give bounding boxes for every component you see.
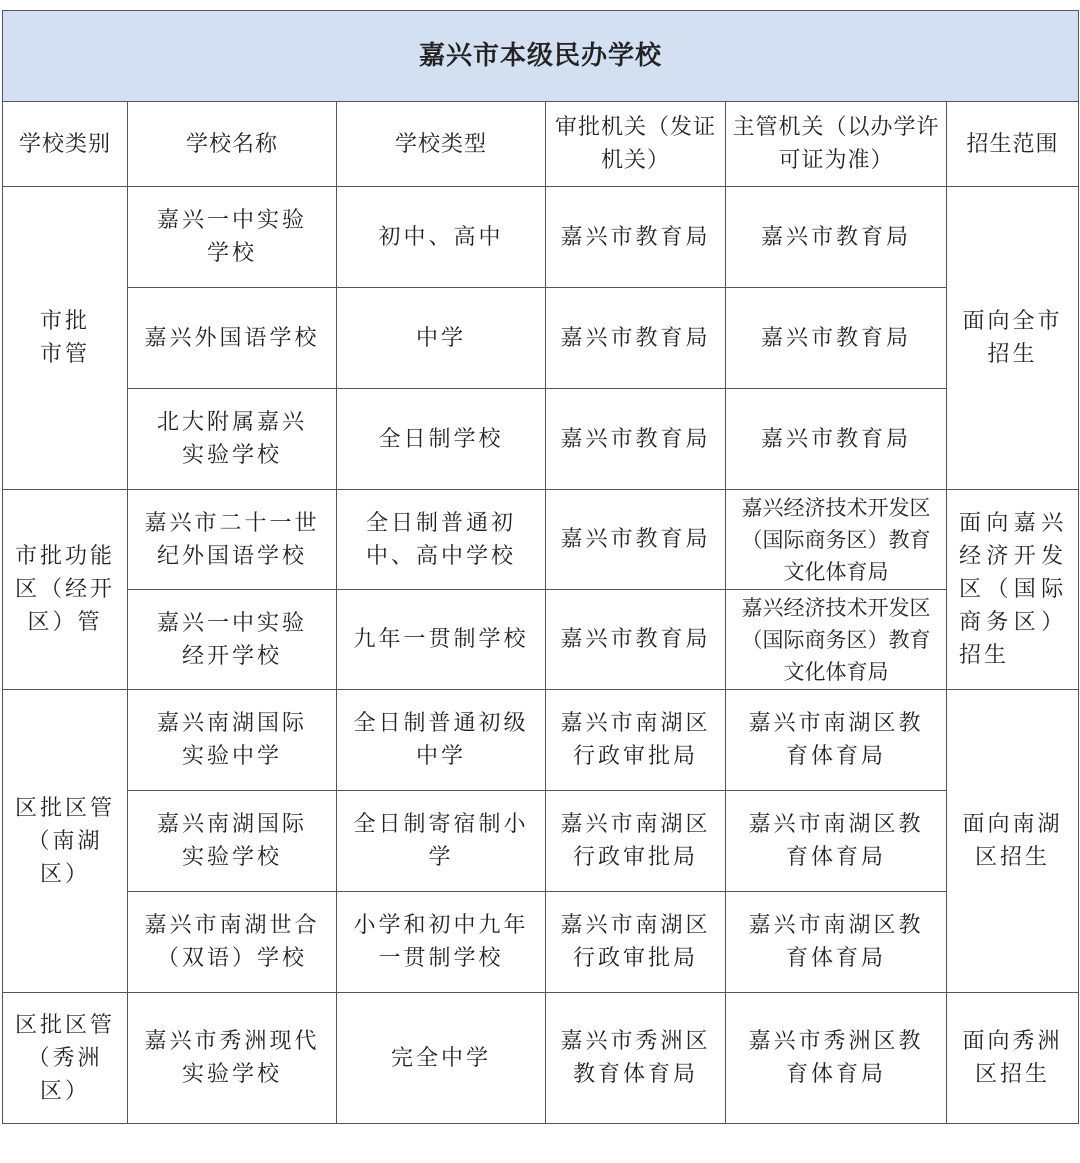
supervisor-cell: 嘉兴市南湖区教育体育局 xyxy=(726,690,947,791)
supervisor-cell: 嘉兴市教育局 xyxy=(726,187,947,288)
table-row xyxy=(3,993,1079,1124)
school-name-cell: 嘉兴外国语学校 xyxy=(128,288,337,389)
school-type-cell: 中学 xyxy=(337,288,546,389)
header-approver: 审批机关（发证机关） xyxy=(546,102,726,187)
header-row xyxy=(3,102,1079,187)
approver-cell: 嘉兴市教育局 xyxy=(546,187,726,288)
supervisor-cell: 嘉兴市教育局 xyxy=(726,389,947,490)
header-supervisor: 主管机关（以办学许可证为准） xyxy=(726,102,947,187)
school-name-cell: 嘉兴市秀洲现代实验学校 xyxy=(128,993,337,1124)
school-type-cell: 小学和初中九年一贯制学校 xyxy=(337,892,546,993)
scope-cell: 面向全市招生 xyxy=(947,187,1079,490)
school-name-cell: 嘉兴一中实验学校 xyxy=(128,187,337,288)
supervisor-cell: 嘉兴市南湖区教育体育局 xyxy=(726,791,947,892)
category-cell: 区批区管（秀洲区） xyxy=(3,993,128,1124)
school-type-cell: 初中、高中 xyxy=(337,187,546,288)
header-name: 学校名称 xyxy=(128,102,337,187)
approver-cell: 嘉兴市南湖区行政审批局 xyxy=(546,791,726,892)
approver-cell: 嘉兴市秀洲区教育体育局 xyxy=(546,993,726,1124)
table-row xyxy=(3,690,1079,791)
document xyxy=(2,10,1078,1124)
school-type-cell: 九年一贯制学校 xyxy=(337,590,546,690)
school-type-cell: 全日制学校 xyxy=(337,389,546,490)
supervisor-cell: 嘉兴经济技术开发区（国际商务区）教育文化体育局 xyxy=(726,590,947,690)
approver-cell: 嘉兴市南湖区行政审批局 xyxy=(546,892,726,993)
category-cell: 市批功能区（经开区）管 xyxy=(3,490,128,690)
school-name-cell: 嘉兴南湖国际实验学校 xyxy=(128,791,337,892)
table-row xyxy=(3,791,1079,892)
table-row xyxy=(3,892,1079,993)
school-name-cell: 嘉兴市二十一世纪外国语学校 xyxy=(128,490,337,590)
scope-cell: 面向南湖区招生 xyxy=(947,690,1079,993)
school-name-cell: 嘉兴市南湖世合（双语）学校 xyxy=(128,892,337,993)
approver-cell: 嘉兴市教育局 xyxy=(546,490,726,590)
school-name-cell: 嘉兴一中实验经开学校 xyxy=(128,590,337,690)
category-cell: 区批区管（南湖区） xyxy=(3,690,128,993)
scope-cell: 面向嘉兴经济开发区（国际商务区）招生 xyxy=(947,490,1079,690)
table-row xyxy=(3,490,1079,590)
approver-cell: 嘉兴市教育局 xyxy=(546,389,726,490)
title-row xyxy=(3,11,1079,102)
approver-cell: 嘉兴市教育局 xyxy=(546,590,726,690)
header-type: 学校类型 xyxy=(337,102,546,187)
table-row xyxy=(3,590,1079,690)
table-row xyxy=(3,288,1079,389)
school-type-cell: 全日制寄宿制小学 xyxy=(337,791,546,892)
school-type-cell: 全日制普通初中、高中学校 xyxy=(337,490,546,590)
private-schools-table xyxy=(2,10,1079,1124)
header-category: 学校类别 xyxy=(3,102,128,187)
table-row xyxy=(3,187,1079,288)
supervisor-cell: 嘉兴经济技术开发区（国际商务区）教育文化体育局 xyxy=(726,490,947,590)
supervisor-cell: 嘉兴市南湖区教育体育局 xyxy=(726,892,947,993)
table-title: 嘉兴市本级民办学校 xyxy=(3,11,1079,102)
scope-cell: 面向秀洲区招生 xyxy=(947,993,1079,1124)
school-type-cell: 完全中学 xyxy=(337,993,546,1124)
supervisor-cell: 嘉兴市教育局 xyxy=(726,288,947,389)
approver-cell: 嘉兴市教育局 xyxy=(546,288,726,389)
category-cell: 市批市管 xyxy=(3,187,128,490)
supervisor-cell: 嘉兴市秀洲区教育体育局 xyxy=(726,993,947,1124)
school-name-cell: 北大附属嘉兴实验学校 xyxy=(128,389,337,490)
school-type-cell: 全日制普通初级中学 xyxy=(337,690,546,791)
approver-cell: 嘉兴市南湖区行政审批局 xyxy=(546,690,726,791)
school-name-cell: 嘉兴南湖国际实验中学 xyxy=(128,690,337,791)
table-row xyxy=(3,389,1079,490)
header-scope: 招生范围 xyxy=(947,102,1079,187)
